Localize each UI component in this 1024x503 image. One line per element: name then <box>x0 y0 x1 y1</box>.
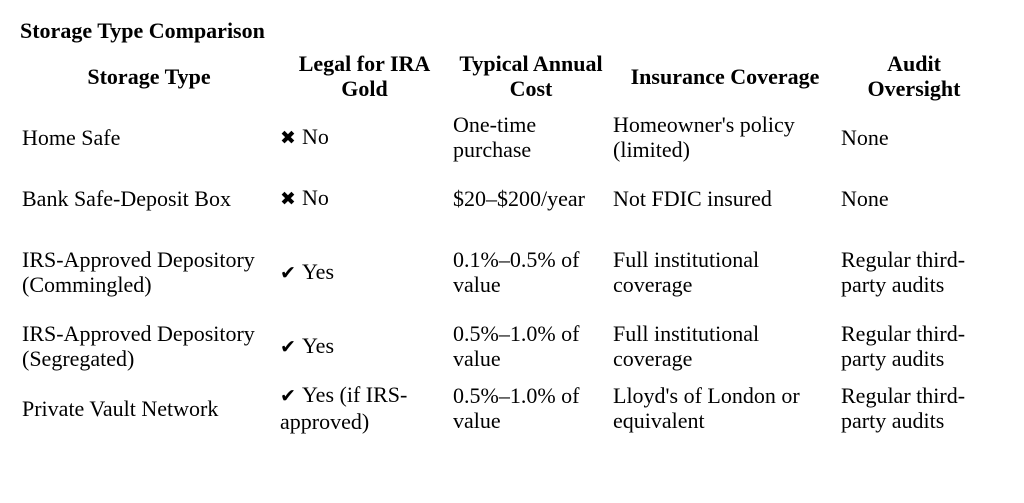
table-row <box>20 315 989 377</box>
cell-insurance: Lloyd's of London or equivalent <box>613 383 800 433</box>
cell-legal-text: Yes (if IRS-approved) <box>280 382 408 434</box>
column-header-insurance: Insurance Coverage <box>630 63 820 89</box>
cell-cost: 0.1%–0.5% of value <box>453 247 580 297</box>
cell-audit: Regular third-party audits <box>841 383 966 433</box>
cell-legal-text: No <box>302 184 329 210</box>
column-header-storage-type: Storage Type <box>87 63 211 89</box>
cell-legal <box>278 315 451 377</box>
cell-insurance: Full institutional coverage <box>613 247 760 297</box>
table-row <box>20 167 989 229</box>
check-icon: ✔ <box>280 335 296 358</box>
table-row <box>20 377 989 439</box>
cell-storage-type: Home Safe <box>22 124 121 150</box>
table-row <box>20 107 989 167</box>
cell-insurance: Homeowner's policy (limited) <box>613 112 795 162</box>
table-row <box>20 229 989 315</box>
cell-cost: 0.5%–1.0% of value <box>453 321 580 371</box>
cross-icon: ✖ <box>280 126 296 149</box>
cell-legal <box>278 229 451 315</box>
cell-legal-text: Yes <box>302 258 335 284</box>
column-header-legal: Legal for IRA Gold <box>298 51 431 101</box>
cell-insurance: Full institutional coverage <box>613 321 760 371</box>
cell-audit: None <box>841 185 889 211</box>
cell-legal-text: No <box>302 123 329 149</box>
column-header-cost: Typical Annual Cost <box>459 51 603 101</box>
cell-cost: One-time purchase <box>453 112 537 162</box>
cell-storage-type: IRS-Approved Depository (Segregated) <box>22 321 255 371</box>
storage-comparison-table <box>20 50 989 439</box>
cell-storage-type: Bank Safe-Deposit Box <box>22 185 231 211</box>
cell-audit: Regular third-party audits <box>841 247 966 297</box>
header-row <box>20 50 989 107</box>
column-header-audit: Audit Oversight <box>867 51 961 101</box>
cell-insurance: Not FDIC insured <box>613 185 772 211</box>
cell-storage-type: IRS-Approved Depository (Commingled) <box>22 247 255 297</box>
cell-legal <box>278 377 451 439</box>
check-icon: ✔ <box>280 385 296 407</box>
cell-audit: None <box>841 124 889 150</box>
cell-legal <box>278 167 451 229</box>
cell-cost: 0.5%–1.0% of value <box>453 383 580 433</box>
cell-cost: $20–$200/year <box>453 185 585 211</box>
cross-icon: ✖ <box>280 187 296 210</box>
cell-legal-text: Yes <box>302 332 335 358</box>
check-icon: ✔ <box>280 261 296 284</box>
cell-legal <box>278 107 451 167</box>
table-caption: Storage Type Comparison <box>20 18 265 43</box>
cell-audit: Regular third-party audits <box>841 321 966 371</box>
cell-storage-type: Private Vault Network <box>22 395 219 421</box>
